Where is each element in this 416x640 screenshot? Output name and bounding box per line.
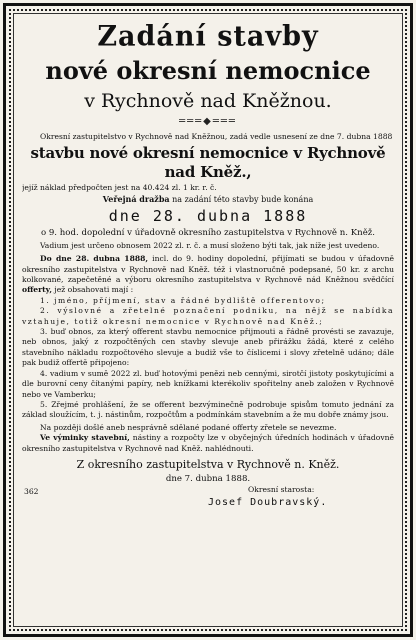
notice-body bbox=[22, 20, 394, 620]
project-line: stavbu nové okresní nemocnice v Rychnově nad Kněž., bbox=[30, 144, 386, 182]
list-item: 5. Zřejmé prohlášení, že se offerent bezvýminečně podrobuje spisům tomuto jednání za základ sloužícím, t. j. nástinům, rozpočtům a podmínkám stavebním a že mu dobře známy jsou. bbox=[22, 399, 394, 420]
chairman-title: Okresní starosta: bbox=[248, 484, 315, 494]
auction-text: na zadání této stavby bude konána bbox=[169, 194, 314, 204]
signature-date: dne 7. dubna 1888. bbox=[165, 473, 251, 484]
late-offers-note: Na později došlé aneb nesprávně sdělané podané offerty zřetele se nevezme. bbox=[40, 422, 337, 432]
deadline-date: Do dne 28. dubna 1888, bbox=[40, 254, 149, 264]
auction-line bbox=[22, 194, 394, 205]
deadline-text: incl. do 9. hodiny dopolední, přijímati se budou v úřadovně okresního zastupitelstva v Rychnově nad Kněž. též i vlastnoručně podepsané, 50 kr. z archu kolkované, zapečetěné a výboru okresního zastupitelstva v Rychnově nád Kněžnou svědčící bbox=[22, 254, 394, 285]
title-location: v Rychnově nad Kněžnou. bbox=[84, 90, 332, 112]
page-number: 362 bbox=[24, 486, 39, 496]
intro-paragraph: Okresní zastupitelstvo v Rychnově nad Kněžnou, zadá vedle usnesení ze dne 7. dubna 1888 bbox=[40, 132, 393, 141]
ornament-divider: ═══◆═══ bbox=[179, 116, 237, 127]
list-item: 2. výslovné a zřetelné poznačení podniku, na nějž se nabídka vztahuje, totiž okresní nemocnice v Rychnově nad Kněž.; bbox=[22, 306, 394, 326]
auction-label: Veřejná dražba bbox=[102, 193, 170, 204]
auction-date: dne 28. dubna 1888 bbox=[108, 206, 308, 225]
offers-label: offerty, bbox=[22, 285, 52, 295]
list-item: 4. vadium v sumě 2022 zl. buď hotovými penězi neb cennými, sirotčí jistoty poskytujícími a dle burovní ceny čítanými papíry, neb knížkami kterékoliv spořitelny aneb založen v Rychnově nebo ve Vamberku; bbox=[22, 368, 394, 399]
title-subheading: nové okresní nemocnice bbox=[45, 56, 371, 85]
list-item: 1. jméno, příjmení, stav a řádné bydliště offerentovo; bbox=[40, 295, 326, 305]
conditions-paragraph bbox=[22, 433, 394, 454]
deadline-paragraph bbox=[22, 254, 394, 296]
deposit-paragraph: Vadium jest určeno obnosem 2022 zl. r. č. a musí složeno býti tak, jak níže jest uvedeno. bbox=[40, 240, 380, 250]
list-item: 3. buď obnos, za který offerent stavbu nemocnice přijmouti a řádně provésti se zavazuje, neb obnos, jaký z rozpočtěných cen stavby slevuje aneb přirážku žádá, které z celého stavebního nákladu rozpočtového slevuje a budiž vše to číslicemi i slovy zřetelně udáno; dále pak budiž offertě připojeno: bbox=[22, 327, 394, 368]
conditions-text: nástiny a rozpočty lze v obyčejných úředních hodinách v úřadovně okresního zastupitelstva v Rychnově nad Kněž. nahlédnouti. bbox=[22, 433, 394, 453]
offers-text: jež obsahovati mají : bbox=[51, 285, 134, 295]
footer bbox=[22, 485, 394, 523]
signature-office: Z okresního zastupitelstva v Rychnově n. Kněž. bbox=[76, 457, 340, 471]
chairman-name: Josef Doubravský. bbox=[208, 496, 328, 508]
conditions-label: Ve výminky stavební, bbox=[40, 433, 130, 443]
title-heading: Zadání stavby bbox=[97, 20, 319, 53]
auction-time-place: o 9. hod. dopolední v úřadovně okresního zastupitelstva v Rychnově n. Kněž. bbox=[40, 227, 376, 238]
cost-line: jejíž náklad předpočten jest na 40.424 zl. 1 kr. r. č. bbox=[22, 183, 217, 193]
